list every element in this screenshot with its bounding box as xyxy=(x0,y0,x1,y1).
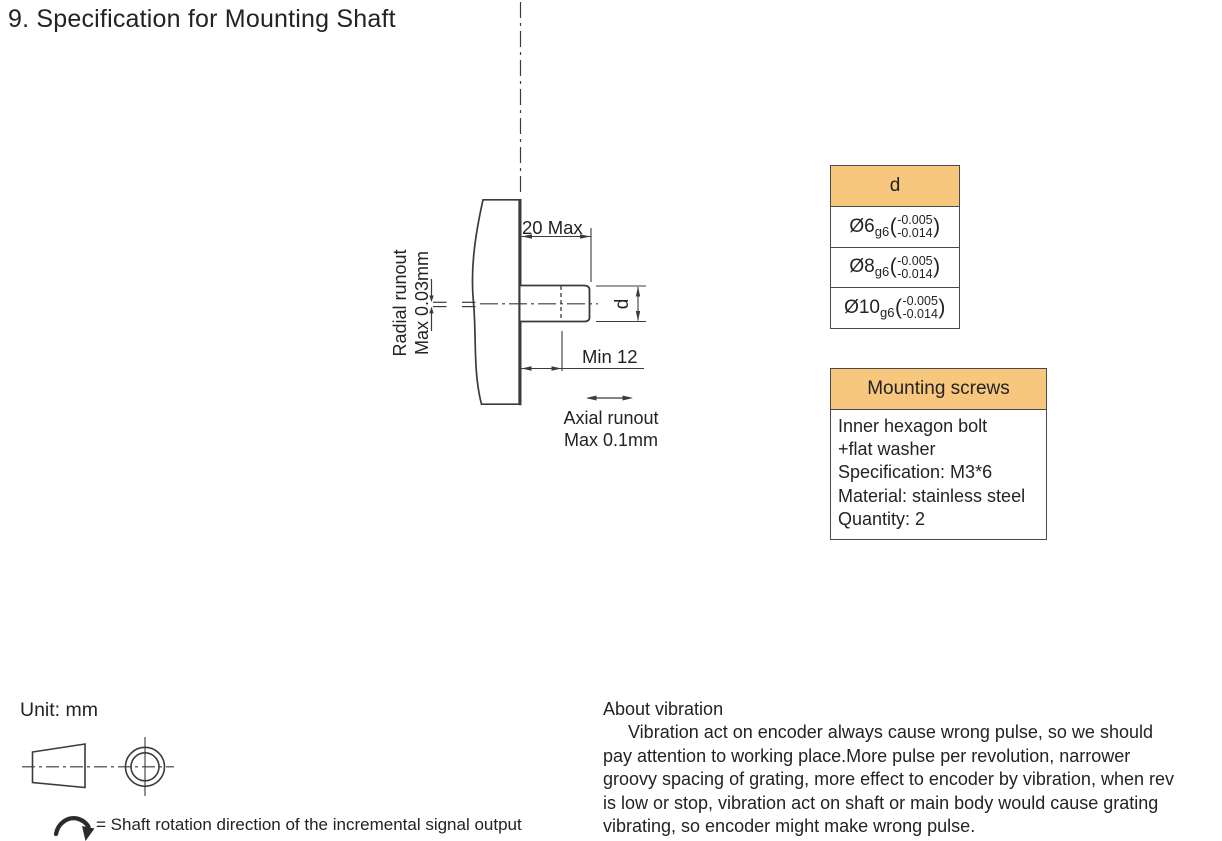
tolerance-upper: -0.005 xyxy=(897,213,933,228)
axial-runout-label xyxy=(552,407,670,451)
paren-close: ) xyxy=(933,255,941,279)
mounting-screws-body xyxy=(831,410,1046,539)
table-row xyxy=(831,248,959,289)
mounting-screws-header: Mounting screws xyxy=(831,369,1046,410)
axial-runout-arrow xyxy=(586,396,633,401)
tolerance-stack xyxy=(902,295,937,321)
tolerance-lower: -0.014 xyxy=(897,226,933,241)
fit-class: g6 xyxy=(874,264,890,280)
screws-line: +flat washer xyxy=(838,439,936,460)
paren-open: ( xyxy=(889,214,897,238)
dim-label-20max: 20 Max xyxy=(522,217,583,238)
radial-runout-indicator xyxy=(429,279,475,331)
mounting-screws-box xyxy=(830,368,1047,540)
diameter-value: Ø8 xyxy=(849,256,875,278)
diameter-value: Ø6 xyxy=(849,215,875,237)
screws-line: Inner hexagon bolt xyxy=(838,416,988,436)
radial-runout-label xyxy=(389,241,433,365)
dim-label-min12: Min 12 xyxy=(582,346,638,367)
axial-runout-line2: Max 0.1mm xyxy=(563,430,659,450)
radial-runout-line2: Max 0.03mm xyxy=(412,250,432,356)
tolerance-stack xyxy=(897,255,932,281)
vibration-line: vibrating, so encoder might make wrong pulse. xyxy=(603,816,976,837)
tolerance-upper: -0.005 xyxy=(902,294,938,309)
tolerance-lower: -0.014 xyxy=(902,307,938,322)
screws-line: Quantity: 2 xyxy=(838,508,926,529)
vibration-line: is low or stop, vibration act on shaft or main body would cause grating xyxy=(603,792,1159,813)
paren-open: ( xyxy=(889,255,897,279)
table-row xyxy=(831,288,959,328)
paren-close: ) xyxy=(933,214,941,238)
fit-class: g6 xyxy=(874,223,890,239)
vibration-line: groovy spacing of grating, more effect to encoder by vibration, when rev xyxy=(603,769,1174,790)
shaft-diameter-table-header: d xyxy=(831,166,959,207)
axial-runout-line1: Axial runout xyxy=(563,408,659,428)
flange-outline xyxy=(472,200,519,404)
screws-line: Material: stainless steel xyxy=(838,485,1026,506)
vibration-heading: About vibration xyxy=(603,699,724,719)
tolerance-stack xyxy=(897,214,932,240)
radial-runout-line1: Radial runout xyxy=(390,249,410,357)
dim-label-shaft-diameter: d xyxy=(612,298,633,310)
table-row xyxy=(831,207,959,248)
vibration-note xyxy=(603,698,1221,838)
tolerance-upper: -0.005 xyxy=(897,253,933,268)
rotation-direction-legend: = Shaft rotation direction of the incremental signal output xyxy=(96,815,522,834)
rotation-arrow-icon xyxy=(56,818,95,841)
paren-open: ( xyxy=(894,295,902,319)
paren-close: ) xyxy=(938,295,946,319)
vibration-line: pay attention to working place.More pulse per revolution, narrower xyxy=(603,745,1131,766)
fit-class: g6 xyxy=(880,304,895,320)
page-title: 9. Specification for Mounting Shaft xyxy=(8,5,396,33)
vibration-line: Vibration act on encoder always cause wrong pulse, so we should xyxy=(603,722,1153,743)
unit-label: Unit: mm xyxy=(20,699,98,721)
screws-line: Specification: M3*6 xyxy=(838,462,993,483)
tolerance-lower: -0.014 xyxy=(897,266,933,281)
shaft-symbol-drawing xyxy=(22,737,174,796)
shaft-diameter-table xyxy=(830,165,960,329)
diameter-value: Ø10 xyxy=(844,296,880,318)
